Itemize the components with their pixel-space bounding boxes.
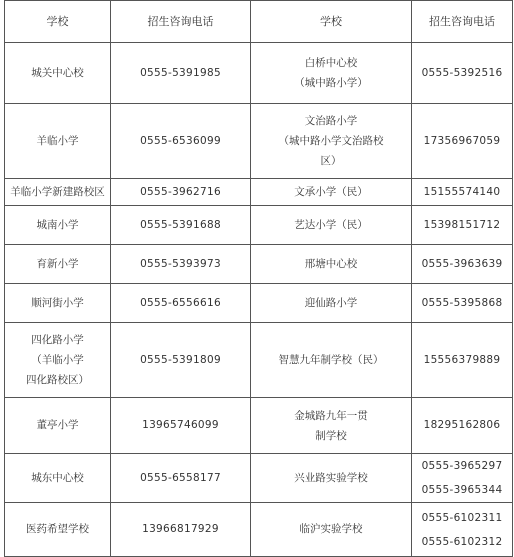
- left-school-name: 羊临小学新建路校区: [10, 185, 105, 198]
- left-phone-cell: [111, 454, 251, 503]
- left-phone: 13965746099: [142, 419, 219, 431]
- right-school-name: 文承小学（民）: [294, 185, 368, 198]
- right-phone-cell: [412, 398, 513, 454]
- right-school-name-cell: [251, 323, 412, 398]
- right-school-name-cell: [251, 454, 412, 503]
- right-phone: 0555-5395868: [421, 296, 503, 309]
- right-phone-cell: [412, 206, 513, 245]
- right-school-name-cell: [251, 398, 412, 454]
- left-school-name: （羊临小学: [31, 354, 84, 366]
- left-phone-cell: [111, 104, 251, 179]
- left-phone-cell: [111, 503, 251, 557]
- left-school-name: 城南小学: [36, 218, 79, 231]
- right-school-name: 智慧九年制学校（民）: [278, 353, 384, 366]
- left-phone: 0555-3962716: [140, 185, 221, 198]
- right-phone: 18295162806: [423, 419, 501, 431]
- left-phone-cell: [111, 43, 251, 104]
- left-phone-cell: [111, 323, 251, 398]
- left-phone-cell: [111, 245, 251, 284]
- table-row: [5, 43, 513, 104]
- table-row: [5, 284, 513, 323]
- table-row: [5, 206, 513, 245]
- left-school-name-cell: [5, 284, 111, 323]
- school-phone-table: [4, 0, 513, 557]
- header-phone: 招生咨询电话: [111, 1, 251, 43]
- right-school-name: 临沪实验学校: [299, 523, 363, 535]
- left-phone: 0555-6558177: [140, 471, 221, 484]
- left-school-name-cell: [5, 503, 111, 557]
- left-phone: 0555-5393973: [140, 257, 221, 270]
- left-school-name: 四化路校区）: [26, 374, 89, 386]
- right-school-name: （城中路小学）: [294, 77, 368, 89]
- right-school-name-cell: [251, 206, 412, 245]
- right-phone-cell: [412, 284, 513, 323]
- left-school-name-cell: [5, 398, 111, 454]
- right-phone: 15155574140: [423, 185, 501, 198]
- left-school-name: 顺河街小学: [31, 296, 84, 309]
- left-school-name-cell: [5, 179, 111, 206]
- right-school-name-cell: [251, 245, 412, 284]
- left-school-name: 育新小学: [36, 257, 79, 270]
- right-school-name: 兴业路实验学校: [294, 471, 368, 484]
- left-school-name: 董亭小学: [36, 419, 79, 431]
- right-phone: 0555-6102311: [421, 511, 503, 524]
- left-school-name: 城东中心校: [31, 471, 84, 484]
- right-phone-cell: [412, 179, 513, 206]
- right-school-name-cell: [251, 503, 412, 557]
- table-row: [5, 245, 513, 284]
- header-phone-2: 招生咨询电话: [412, 1, 513, 43]
- right-phone: 0555-3963639: [421, 257, 503, 270]
- table-row: [5, 323, 513, 398]
- right-phone: 0555-3965344: [421, 484, 503, 496]
- right-school-name: 白桥中心校: [304, 57, 358, 69]
- left-school-name-cell: [5, 323, 111, 398]
- left-phone: 0555-5391809: [140, 353, 221, 366]
- right-school-name-cell: [251, 179, 412, 206]
- left-school-name-cell: [5, 43, 111, 104]
- right-phone: 17356967059: [423, 134, 501, 147]
- right-school-name: 金城路九年一贯: [294, 409, 368, 422]
- left-phone: 0555-5391688: [140, 218, 221, 231]
- left-school-name-cell: [5, 245, 111, 284]
- right-school-name: （城中路小学文治路校: [278, 135, 384, 147]
- table-body: [5, 43, 513, 557]
- right-phone-cell: [412, 323, 513, 398]
- right-phone-cell: [412, 245, 513, 284]
- right-phone: 0555-5392516: [421, 66, 503, 79]
- left-phone-cell: [111, 398, 251, 454]
- left-phone-cell: [111, 179, 251, 206]
- header-school-2: 学校: [251, 1, 412, 43]
- right-phone: 0555-3965297: [421, 460, 503, 472]
- right-school-name: 艺达小学（民）: [294, 218, 368, 231]
- left-school-name-cell: [5, 206, 111, 245]
- table-row: [5, 503, 513, 557]
- left-phone-cell: [111, 284, 251, 323]
- right-school-name: 制学校: [315, 429, 347, 442]
- right-school-name: 邢塘中心校: [304, 257, 358, 270]
- left-phone: 0555-6556616: [140, 296, 221, 309]
- left-school-name: 城关中心校: [31, 66, 84, 79]
- right-school-name-cell: [251, 284, 412, 323]
- left-phone: 0555-5391985: [140, 66, 221, 79]
- left-phone: 0555-6536099: [140, 134, 221, 147]
- right-phone: 0555-6102312: [421, 535, 503, 548]
- left-phone: 13966817929: [142, 523, 219, 535]
- left-school-name: 医药希望学校: [26, 523, 89, 535]
- right-school-name-cell: [251, 104, 412, 179]
- header-school: 学校: [5, 1, 111, 43]
- left-school-name: 羊临小学: [36, 134, 79, 147]
- right-phone: 15556379889: [423, 353, 501, 366]
- header-row: [5, 1, 513, 43]
- left-school-name-cell: [5, 104, 111, 179]
- right-phone-cell: [412, 104, 513, 179]
- right-school-name: 文治路小学: [304, 115, 358, 127]
- left-school-name-cell: [5, 454, 111, 503]
- right-phone-cell: [412, 43, 513, 104]
- right-school-name: 迎仙路小学: [304, 296, 358, 309]
- right-phone-cell: [412, 503, 513, 557]
- left-phone-cell: [111, 206, 251, 245]
- table-row: [5, 398, 513, 454]
- table-row: [5, 104, 513, 179]
- right-phone-cell: [412, 454, 513, 503]
- table-row: [5, 454, 513, 503]
- right-school-name-cell: [251, 43, 412, 104]
- right-school-name: 区）: [320, 155, 342, 167]
- left-school-name: 四化路小学: [31, 334, 84, 346]
- right-phone: 15398151712: [423, 218, 501, 231]
- table-row: [5, 179, 513, 206]
